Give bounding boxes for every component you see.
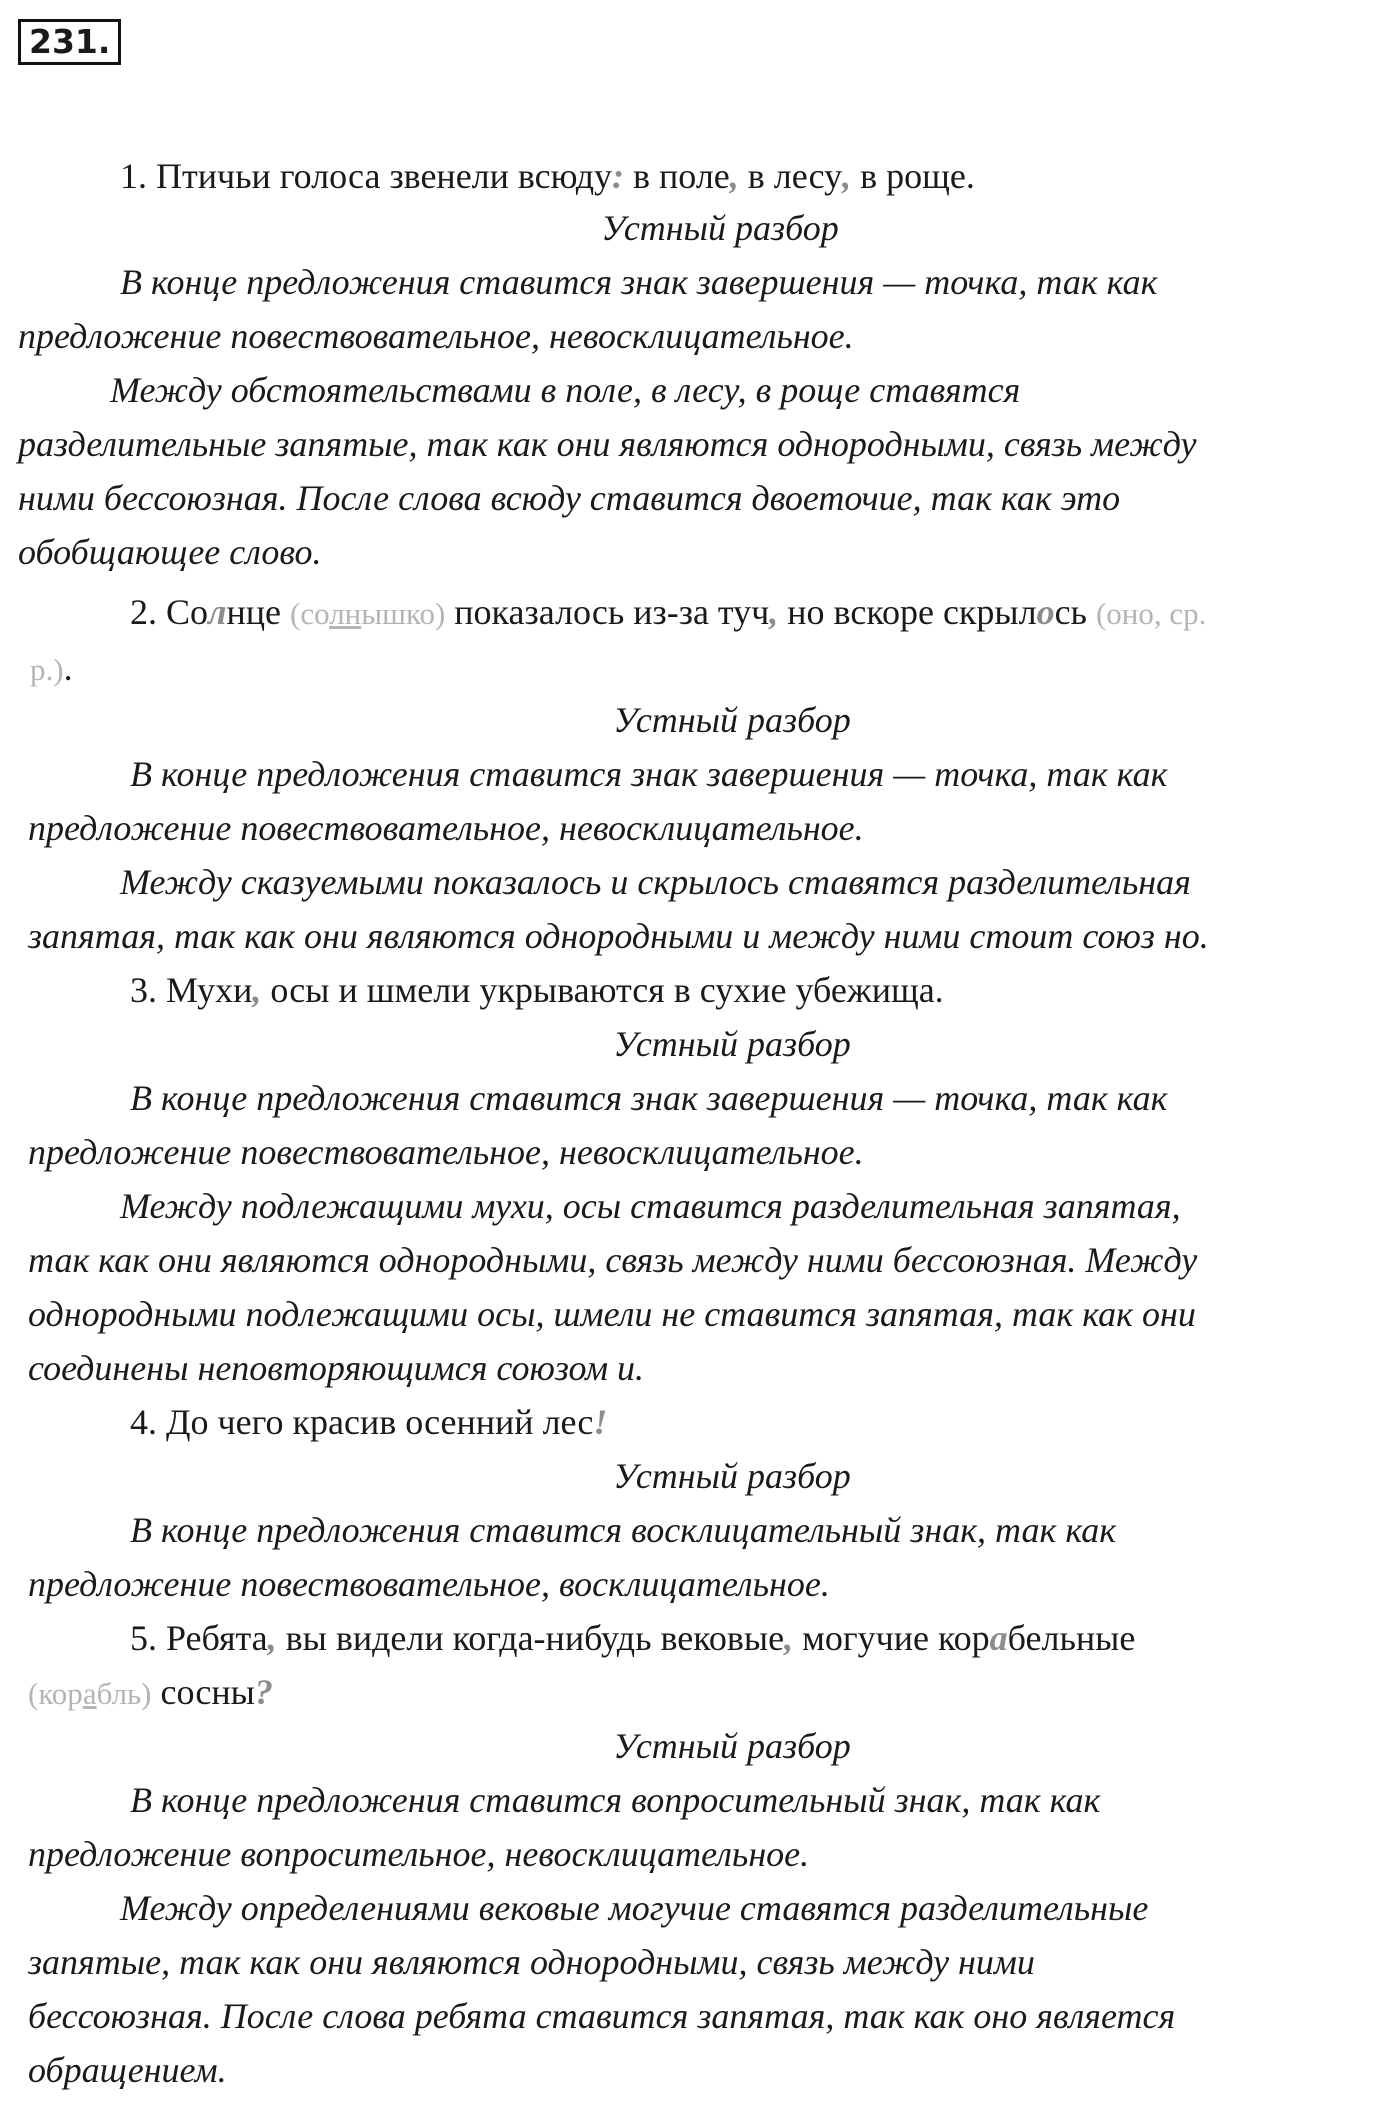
explanation-line: так как они являются однородными, связь между ними бессоюзная. Между bbox=[28, 1240, 1198, 1280]
comma-mark: , bbox=[769, 592, 779, 632]
hint-underlined: лн bbox=[329, 596, 362, 631]
sentence-text: 1. Птичьи голоса звенели всюду bbox=[120, 156, 613, 196]
explanation-line: запятая, так как они являются однородными и между ними стоит союз но. bbox=[28, 916, 1209, 956]
explanation-line: предложение вопросительное, невосклицательное. bbox=[28, 1834, 810, 1874]
explanation-line: запятые, так как они являются однородными, связь между ними bbox=[28, 1942, 1035, 1982]
explanation-line: предложение повествовательное, восклицательное. bbox=[28, 1564, 830, 1604]
explanation-line: В конце предложения ставится знак завершения — точка, так как bbox=[130, 754, 1168, 794]
sentence-text: в роще. bbox=[851, 156, 975, 196]
hint-word: (со bbox=[290, 596, 330, 631]
explanation-line: Между сказуемыми показалось и скрылось ставятся разделительная bbox=[120, 862, 1191, 902]
sentence-1 bbox=[120, 156, 975, 196]
sentence-text: осы и шмели укрываются в сухие убежища. bbox=[261, 970, 944, 1010]
sentence-text: вы видели когда-нибудь вековые bbox=[276, 1618, 785, 1658]
explanation-line: однородными подлежащими осы, шмели не ставится запятая, так как они bbox=[28, 1294, 1196, 1334]
question-mark: ? bbox=[254, 1672, 273, 1712]
hint-word: (оно, ср. bbox=[1095, 596, 1207, 631]
sentence-text: 3. Мухи bbox=[130, 970, 253, 1010]
sentence-2-cont bbox=[30, 648, 73, 690]
sentence-text: сосны bbox=[151, 1672, 255, 1712]
sentence-text: но вскоре скрыл bbox=[778, 592, 1037, 632]
explanation-line: В конце предложения ставится знак завершения — точка, так как bbox=[120, 262, 1158, 302]
explanation-line: ними бессоюзная. После слова всюду ставится двоеточие, так как это bbox=[18, 478, 1121, 518]
oral-analysis-title: Устный разбор bbox=[613, 1024, 851, 1064]
sentence-text: могучие кор bbox=[793, 1618, 990, 1658]
oral-analysis-title: Устный разбор bbox=[613, 1726, 851, 1766]
hint-word: ышко) bbox=[361, 596, 446, 631]
sentence-text: бельные bbox=[1007, 1618, 1136, 1658]
colon-mark: : bbox=[612, 156, 625, 196]
sentence-5 bbox=[130, 1618, 1135, 1658]
oral-analysis-title: Устный разбор bbox=[601, 208, 839, 248]
explanation-line: Между обстоятельствами в поле, в лесу, в роще ставятся bbox=[110, 370, 1021, 410]
hint-word: (кор bbox=[28, 1676, 83, 1711]
oral-analysis-title: Устный разбор bbox=[613, 700, 851, 740]
hint-word: бль) bbox=[96, 1676, 152, 1711]
explanation-line: разделительные запятые, так как они являются однородными, связь между bbox=[18, 424, 1197, 464]
exclamation-mark: ! bbox=[593, 1402, 608, 1442]
explanation-line: обращением. bbox=[28, 2050, 227, 2090]
comma-mark: , bbox=[784, 1618, 794, 1658]
explanation-line: предложение повествовательное, невосклицательное. bbox=[28, 1132, 864, 1172]
sentence-text: в поле bbox=[624, 156, 730, 196]
sentence-text: 5. Ребята bbox=[130, 1618, 268, 1658]
hint-underlined: а bbox=[82, 1676, 97, 1711]
sentence-text: 2. Со bbox=[130, 592, 209, 632]
explanation-line: предложение повествовательное, невосклицательное. bbox=[28, 808, 864, 848]
explanation-line: соединены неповторяющимся союзом и. bbox=[28, 1348, 645, 1388]
explanation-line: предложение повествовательное, невосклицательное. bbox=[18, 316, 854, 356]
spelling-mark: а bbox=[989, 1618, 1008, 1658]
explanation-line: В конце предложения ставится восклицательный знак, так как bbox=[130, 1510, 1117, 1550]
sentence-text: в лесу bbox=[738, 156, 843, 196]
sentence-text: показалось из-за туч bbox=[445, 592, 770, 632]
explanation-line: Между определениями вековые могучие ставятся разделительные bbox=[120, 1888, 1149, 1928]
explanation-line: бессоюзная. После слова ребята ставится запятая, так как оно является bbox=[28, 1996, 1176, 2036]
explanation-line: В конце предложения ставится знак завершения — точка, так как bbox=[130, 1078, 1168, 1118]
comma-mark: , bbox=[842, 156, 852, 196]
explanation-line: В конце предложения ставится вопросительный знак, так как bbox=[130, 1780, 1101, 1820]
comma-mark: , bbox=[267, 1618, 277, 1658]
comma-mark: , bbox=[729, 156, 739, 196]
sentence-4 bbox=[130, 1402, 607, 1442]
sentence-5-cont bbox=[28, 1672, 273, 1714]
explanation-line: обобщающее слово. bbox=[18, 532, 322, 572]
sentence-text: 4. До чего красив осенний лес bbox=[130, 1402, 594, 1442]
spelling-mark: о bbox=[1036, 592, 1055, 632]
exercise-number: 231. bbox=[18, 19, 121, 65]
sentence-3 bbox=[130, 970, 944, 1010]
sentence-text: . bbox=[63, 648, 73, 688]
explanation-line: Между подлежащими мухи, осы ставится разделительная запятая, bbox=[120, 1186, 1181, 1226]
spelling-mark: л bbox=[208, 592, 227, 632]
sentence-text: сь bbox=[1054, 592, 1096, 632]
sentence-2 bbox=[130, 592, 1206, 634]
oral-analysis-title: Устный разбор bbox=[613, 1456, 851, 1496]
sentence-text: нце bbox=[226, 592, 291, 632]
comma-mark: , bbox=[252, 970, 262, 1010]
hint-word: р.) bbox=[30, 652, 64, 687]
